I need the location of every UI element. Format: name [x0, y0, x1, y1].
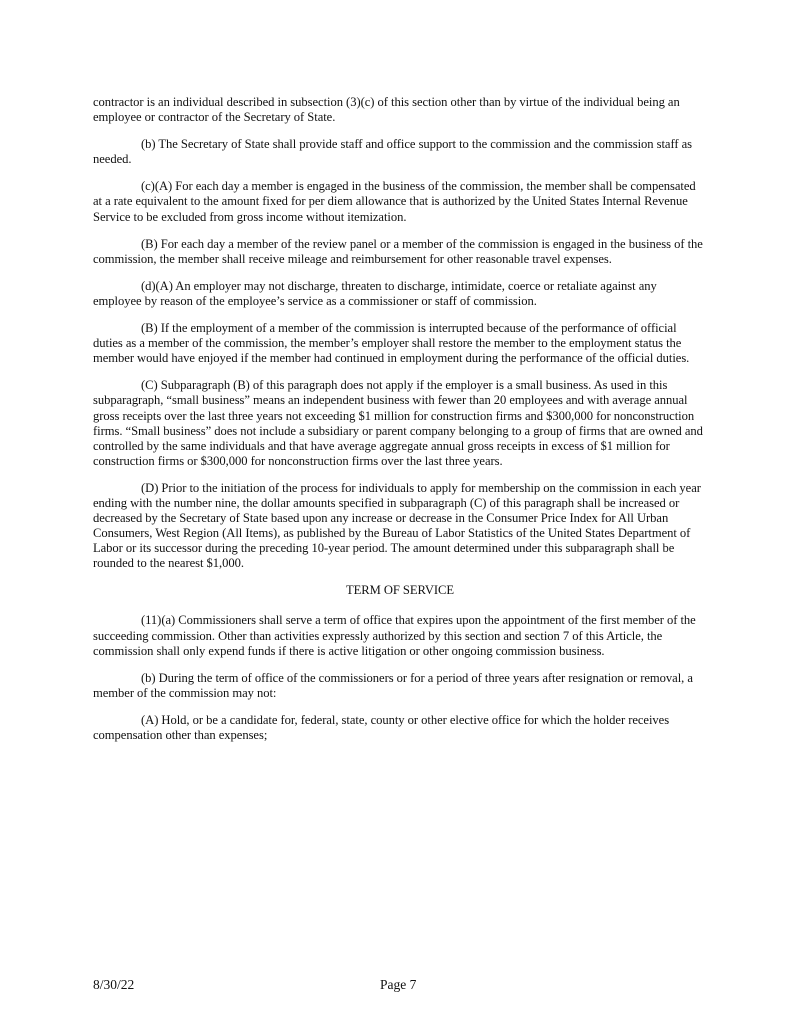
paragraph-elective-office: (A) Hold, or be a candidate for, federal, state, county or other elective office for which the holder receives compensation other than expenses;	[93, 712, 670, 742]
paragraph-per-diem: (c)(A) For each day a member is engaged in the business of the commission, the member shall be compensated at a rate equivalent to the amount fixed for per diem allowance that is authorized by the United States Internal Revenue Service to be excluded from gross income without itemization.	[93, 179, 696, 224]
paragraph-employer-retaliation: (d)(A) An employer may not discharge, threaten to discharge, intimidate, coerce or retaliate against any employee by reason of the employee’s service as a commissioner or staff of commission.	[93, 278, 657, 308]
paragraph-cpi-adjustment: (D) Prior to the initiation of the process for individuals to apply for membership on the commission in each year ending with the number nine, the dollar amounts specified in subparagraph (C) of this paragraph shall be increased or decreased by the Secretary of State based upon any increase or decrease in the Consumer Price Index for All Urban Consumers, West Region (All Items), as published by the Bureau of Labor Statistics of the United States Department of Labor or its successor during the preceding 10-year period. The amount determined under this subparagraph shall be rounded to the nearest $1,000.	[93, 480, 701, 571]
paragraph-contractor-definition: contractor is an individual described in subsection (3)(c) of this section other than by virtue of the individual being an employee or contractor of the Secretary of State.	[93, 95, 680, 125]
paragraph-small-business: (C) Subparagraph (B) of this paragraph does not apply if the employer is a small business. As used in this subparagraph, “small business” means an independent business with fewer than 20 employees and with average annual gross receipts over the last three years not exceeding $1 million for construction firms and $300,000 for nonconstruction firms. “Small business” does not include a subsidiary or parent company belonging to a group of firms that are owned and controlled by the same individuals and that have average aggregate annual gross receipts in excess of $1 million for construction firms or $300,000 for nonconstruction firms over the last three years.	[93, 378, 703, 468]
paragraph-mileage: (B) For each day a member of the review panel or a member of the commission is engaged in the business of the commission, the member shall receive mileage and reimbursement for other reasonable travel expenses.	[93, 236, 703, 266]
footer-page-number: Page 7	[380, 977, 417, 992]
paragraph-employment-restore: (B) If the employment of a member of the commission is interrupted because of the performance of official duties as a member of the commission, the member’s employer shall restore the member to the employment status the member would have enjoyed if the member had continued in employment during the performance of the official duties.	[93, 321, 690, 366]
paragraph-term-of-office: (11)(a) Commissioners shall serve a term of office that expires upon the appointment of the first member of the succeeding commission. Other than activities expressly authorized by this section and section 7 of this Article, the commission shall only expend funds if there is active litigation or other ongoing commission business.	[93, 613, 696, 658]
document-body	[93, 95, 707, 755]
page-footer	[0, 977, 800, 997]
footer-date: 8/30/22	[93, 977, 135, 992]
paragraph-staff-support: (b) The Secretary of State shall provide staff and office support to the commission and the commission staff as needed.	[93, 137, 693, 167]
section-heading-term-of-service: TERM OF SERVICE	[345, 583, 455, 598]
paragraph-restrictions-intro: (b) During the term of office of the commissioners or for a period of three years after resignation or removal, a member of the commission may not:	[93, 670, 693, 700]
